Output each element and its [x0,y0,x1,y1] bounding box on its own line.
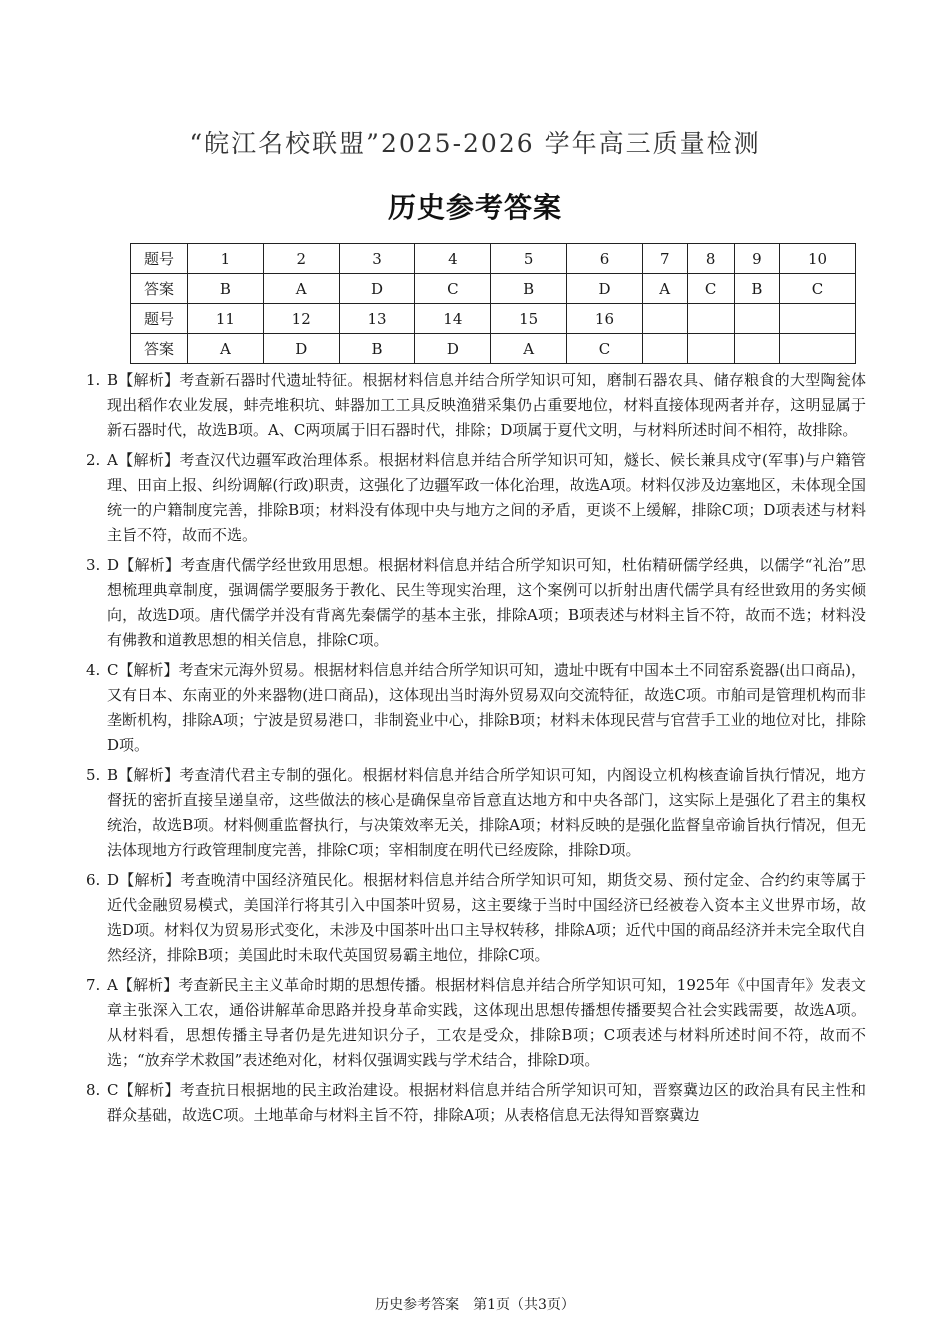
table-cell: A [642,274,687,304]
table-cell [780,304,856,334]
table-cell: D [415,334,491,364]
table-cell: 3 [339,244,415,274]
table-cell: A [263,274,339,304]
table-cell: C [687,274,734,304]
table-cell: 8 [687,244,734,274]
page-title: 历史参考答案 [387,191,562,224]
table-cell: 14 [415,304,491,334]
item-number: 4. [86,661,101,679]
table-row [131,244,856,274]
item-text: C【解析】考查抗日根据地的民主政治建设。根据材料信息并结合所学知识可知，晋察冀边区的政治具有民主性和群众基础，故选C项。土地革命与材料主旨不符，排除A项；从表格信息无法得知晋察冀边 [107,1081,866,1124]
explanation-item [86,1078,866,1128]
table-cell: 11 [188,304,264,334]
table-cell: 2 [263,244,339,274]
table-cell: B [734,274,779,304]
table-cell: B [188,274,264,304]
table-cell: C [415,274,491,304]
row-label: 答案 [131,334,188,364]
table-cell [642,304,687,334]
table-row [131,334,856,364]
row-label: 题号 [131,244,188,274]
table-cell: B [339,334,415,364]
table-cell: C [780,274,856,304]
item-number: 5. [86,766,101,784]
item-text: C【解析】考查宋元海外贸易。根据材料信息并结合所学知识可知，遗址中既有中国本土不同窑系瓷器(出口商品)，又有日本、东南亚的外来器物(进口商品)，这体现出当时海外贸易双向交流特征，故选C项。市舶司是管理机构而非垄断机构，排除A项；宁波是贸易港口，非制瓷业中心，排除B项；材料未体现民营与官营手工业的地位对比，排除D项。 [107,661,866,754]
table-row [131,274,856,304]
item-number: 2. [86,451,101,469]
table-cell [687,304,734,334]
exam-subtitle: “皖江名校联盟”2025-2026 学年高三质量检测 [189,129,761,158]
table-cell [780,334,856,364]
table-cell: 1 [188,244,264,274]
item-number: 6. [86,871,101,889]
item-text: B【解析】考查新石器时代遗址特征。根据材料信息并结合所学知识可知，磨制石器农具、储存粮食的大型陶瓮体现出稻作农业发展，蚌壳堆积坑、蚌器加工工具反映渔猎采集仍占重要地位，材料直接体现两者并存，这明显属于新石器时代，故选B项。A、C两项属于旧石器时代，排除；D项属于夏代文明，与材料所述时间不相符，故排除。 [107,371,866,439]
table-cell [734,334,779,364]
table-cell: D [339,274,415,304]
table-cell: 16 [567,304,643,334]
explanation-item [86,658,866,758]
item-number: 8. [86,1081,101,1099]
explanation-item [86,763,866,863]
table-cell: 5 [491,244,567,274]
table-cell: B [491,274,567,304]
item-text: B【解析】考查清代君主专制的强化。根据材料信息并结合所学知识可知，内阁设立机构核查谕旨执行情况，地方督抚的密折直接呈递皇帝，这些做法的核心是确保皇帝旨意直达地方和中央各部门，这实际上是强化了君主的集权统治，故选B项。材料侧重监督执行，与决策效率无关，排除A项；材料反映的是强化监督皇帝谕旨执行情况，但无法体现地方行政管理制度完善，排除C项；宰相制度在明代已经废除，排除D项。 [107,766,866,859]
table-cell [642,334,687,364]
item-text: A【解析】考查新民主主义革命时期的思想传播。根据材料信息并结合所学知识可知，1925年《中国青年》发表文章主张深入工农，通俗讲解革命思路并投身革命实践，这体现出思想传播想传播要契合社会实践需要，故选A项。从材料看，思想传播主导者仍是先进知识分子，工农是受众，排除B项；C项表述与材料所述时间不符，故而不选；“放弃学术救国”表述绝对化，材料仅强调实践与学术结合，排除D项。 [107,976,866,1069]
explanation-item [86,448,866,548]
table-cell: 10 [780,244,856,274]
item-number: 1. [86,371,101,389]
table-cell: D [263,334,339,364]
explanation-item [86,368,866,443]
table-cell: A [188,334,264,364]
table-cell: 12 [263,304,339,334]
table-cell: 6 [567,244,643,274]
table-cell: C [567,334,643,364]
table-cell: A [491,334,567,364]
item-text: D【解析】考查晚清中国经济殖民化。根据材料信息并结合所学知识可知，期货交易、预付定金、合约约束等属于近代金融贸易模式，美国洋行将其引入中国茶叶贸易，这主要缘于当时中国经济已经被卷入资本主义世界市场，故选D项。材料仅为贸易形式变化，未涉及中国茶叶出口主导权转移，排除A项；近代中国的商品经济并未完全取代自然经济，排除B项；美国此时未取代英国贸易霸主地位，排除C项。 [107,871,866,964]
table-row [131,304,856,334]
row-label: 题号 [131,304,188,334]
item-number: 7. [86,976,101,994]
explanation-item [86,868,866,968]
item-number: 3. [86,556,101,574]
explanation-item [86,973,866,1073]
explanation-item [86,553,866,653]
table-cell [687,334,734,364]
table-cell: 13 [339,304,415,334]
table-cell: D [567,274,643,304]
explanations-section [86,368,866,1133]
table-cell [734,304,779,334]
page-footer: 历史参考答案 第1页（共3页） [375,1297,575,1313]
table-cell: 9 [734,244,779,274]
table-cell: 7 [642,244,687,274]
item-text: A【解析】考查汉代边疆军政治理体系。根据材料信息并结合所学知识可知，燧长、候长兼具戍守(军事)与户籍管理、田亩上报、纠纷调解(行政)职责，这强化了边疆军政一体化治理，故选A项。材料仅涉及边塞地区，未体现全国统一的户籍制度完善，排除B项；材料没有体现中央与地方之间的矛盾，更谈不上缓解，排除C项；D项表述与材料主旨不符，故而不选。 [107,451,866,544]
answer-table [130,243,856,364]
table-cell: 15 [491,304,567,334]
item-text: D【解析】考查唐代儒学经世致用思想。根据材料信息并结合所学知识可知，杜佑精研儒学经典，以儒学“礼治”思想梳理典章制度，强调儒学要服务于教化、民生等现实治理，这个案例可以折射出唐代儒学具有经世致用的务实倾向，故选D项。唐代儒学并没有背离先秦儒学的基本主张，排除A项；B项表述与材料主旨不符，故而不选；材料没有佛教和道教思想的相关信息，排除C项。 [107,556,866,649]
row-label: 答案 [131,274,188,304]
table-cell: 4 [415,244,491,274]
